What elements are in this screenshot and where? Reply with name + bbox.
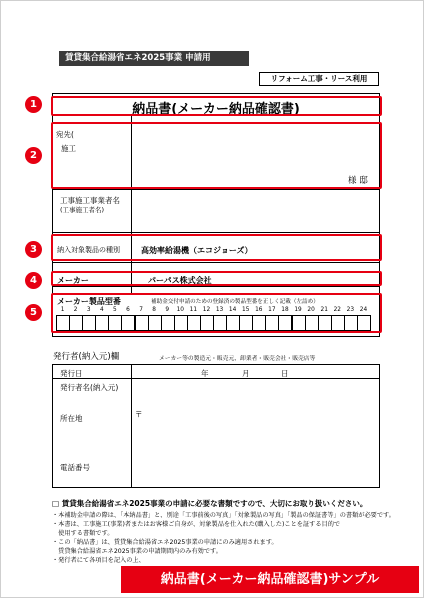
- model-digit-number: 15: [242, 307, 250, 313]
- model-digit-number: 10: [176, 307, 184, 313]
- model-digit-number: 24: [359, 307, 368, 313]
- maker-label: メーカー: [57, 276, 89, 285]
- sample-banner: 納品書(メーカー納品確認書)サンプル: [121, 566, 419, 593]
- highlight-title: [51, 96, 382, 116]
- note-line: ・この「納品書」は、賃貸集合給湯省エネ2025事業の申請にのみ適用されます。: [52, 539, 278, 546]
- model-digit-number: 19: [294, 307, 302, 313]
- model-digit-number: 20: [307, 307, 315, 313]
- model-digit-number: 12: [202, 307, 211, 313]
- model-digit-number: 7: [139, 307, 143, 313]
- date-month-label: 月: [242, 369, 250, 378]
- divider: [53, 286, 379, 287]
- divider: [53, 262, 379, 263]
- business-name-sublabel: (工事施工者名): [60, 206, 105, 214]
- issuer-name-label: 発行者名(納入元): [60, 383, 119, 392]
- note-line: ・本補助金申請の際は、「本納品書」と、別途「工事前後の写真」「対象製品の写真」「製品の保証書等」の書類が必要です。: [52, 512, 395, 519]
- date-year-label: 年: [201, 369, 209, 378]
- issuer-heading-note: メーカー等の製造元・販売元、卸業者・販売会社・販売店等: [159, 356, 316, 362]
- badge-4: 4: [25, 272, 42, 289]
- badge-5: 5: [25, 304, 42, 321]
- product-type-label: 納入対象製品の種別: [57, 246, 120, 254]
- highlight-maker: [51, 271, 382, 286]
- maker-value: パーパス株式会社: [148, 276, 212, 285]
- note-line: ・発行者にて各項目を記入の上、: [52, 557, 145, 564]
- model-digit-number: 9: [165, 307, 170, 313]
- model-digit-number: 6: [126, 307, 130, 313]
- type-tag: リフォーム工事・リース利用: [259, 72, 379, 86]
- model-note: 補助金交付申請のための登録済の製品型番を正しく記載（左詰め）: [151, 299, 319, 305]
- addressee-label: 宛先(: [56, 130, 74, 139]
- model-digit-number: 21: [320, 307, 328, 313]
- divider: [53, 189, 379, 190]
- model-digit-number: 2: [73, 307, 78, 313]
- model-digit-number: 18: [281, 307, 289, 313]
- note-line: 賃貸集合給湯省エネ2025事業の申請期間内のみ有効です。: [52, 548, 222, 555]
- model-digit-number: 16: [255, 307, 263, 313]
- model-digit-number: 4: [99, 307, 104, 313]
- model-digit-number: 14: [228, 307, 237, 313]
- notes-list: [52, 511, 395, 565]
- contractor-label: 施工: [61, 144, 76, 153]
- divider: [53, 232, 379, 233]
- issue-date-label: 発行日: [60, 369, 83, 378]
- model-digit-number: 22: [333, 307, 341, 313]
- model-digit-number: 3: [86, 307, 91, 313]
- column-divider: [131, 365, 132, 487]
- product-type-value: 高効率給湯機（エコジョーズ）: [141, 246, 253, 255]
- issuer-table: [52, 364, 380, 488]
- note-line: 使用する書類です。: [52, 530, 114, 537]
- issuer-heading: 発行者(納入元)欄: [53, 352, 120, 362]
- model-digit-number: 8: [152, 307, 156, 313]
- model-label: メーカー製品型番: [57, 297, 121, 306]
- highlight-model: [51, 293, 382, 333]
- model-digit-number: 17: [268, 307, 276, 313]
- address-label: 所在地: [60, 414, 83, 423]
- delivery-form: [52, 93, 380, 337]
- badge-3: 3: [25, 241, 42, 258]
- program-label: 賃貸集合給湯省エネ2025事業 申請用: [59, 51, 249, 66]
- model-digit-number: 5: [113, 307, 117, 313]
- phone-label: 電話番号: [60, 463, 90, 472]
- badge-2: 2: [25, 147, 42, 164]
- model-digit-number: 23: [346, 307, 355, 313]
- model-digit-number: 13: [215, 307, 224, 313]
- postal-mark: 〒: [135, 410, 143, 419]
- model-digit-number: 11: [189, 307, 198, 313]
- badge-1: 1: [25, 96, 42, 113]
- highlight-addressee: [51, 122, 382, 189]
- highlight-product-type: [51, 234, 382, 261]
- honorific: 様 邸: [348, 176, 368, 186]
- notes-heading: □ 賃貸集合給湯省エネ2025事業の申請に必要な書類ですので、大切にお取り扱いください。: [52, 499, 368, 508]
- notes-section: [52, 498, 395, 565]
- divider: [53, 378, 379, 379]
- date-day-label: 日: [281, 369, 289, 378]
- model-digit-number: 1: [60, 307, 65, 313]
- note-line: ・本書は、工事施工(事業)者またはお客様ご自身が、対象製品を仕入れた(購入した)ことを証する目的で: [52, 521, 341, 528]
- form-title: 納品書(メーカー納品確認書): [132, 102, 300, 117]
- business-name-label: 工事施工事業者名: [60, 196, 120, 205]
